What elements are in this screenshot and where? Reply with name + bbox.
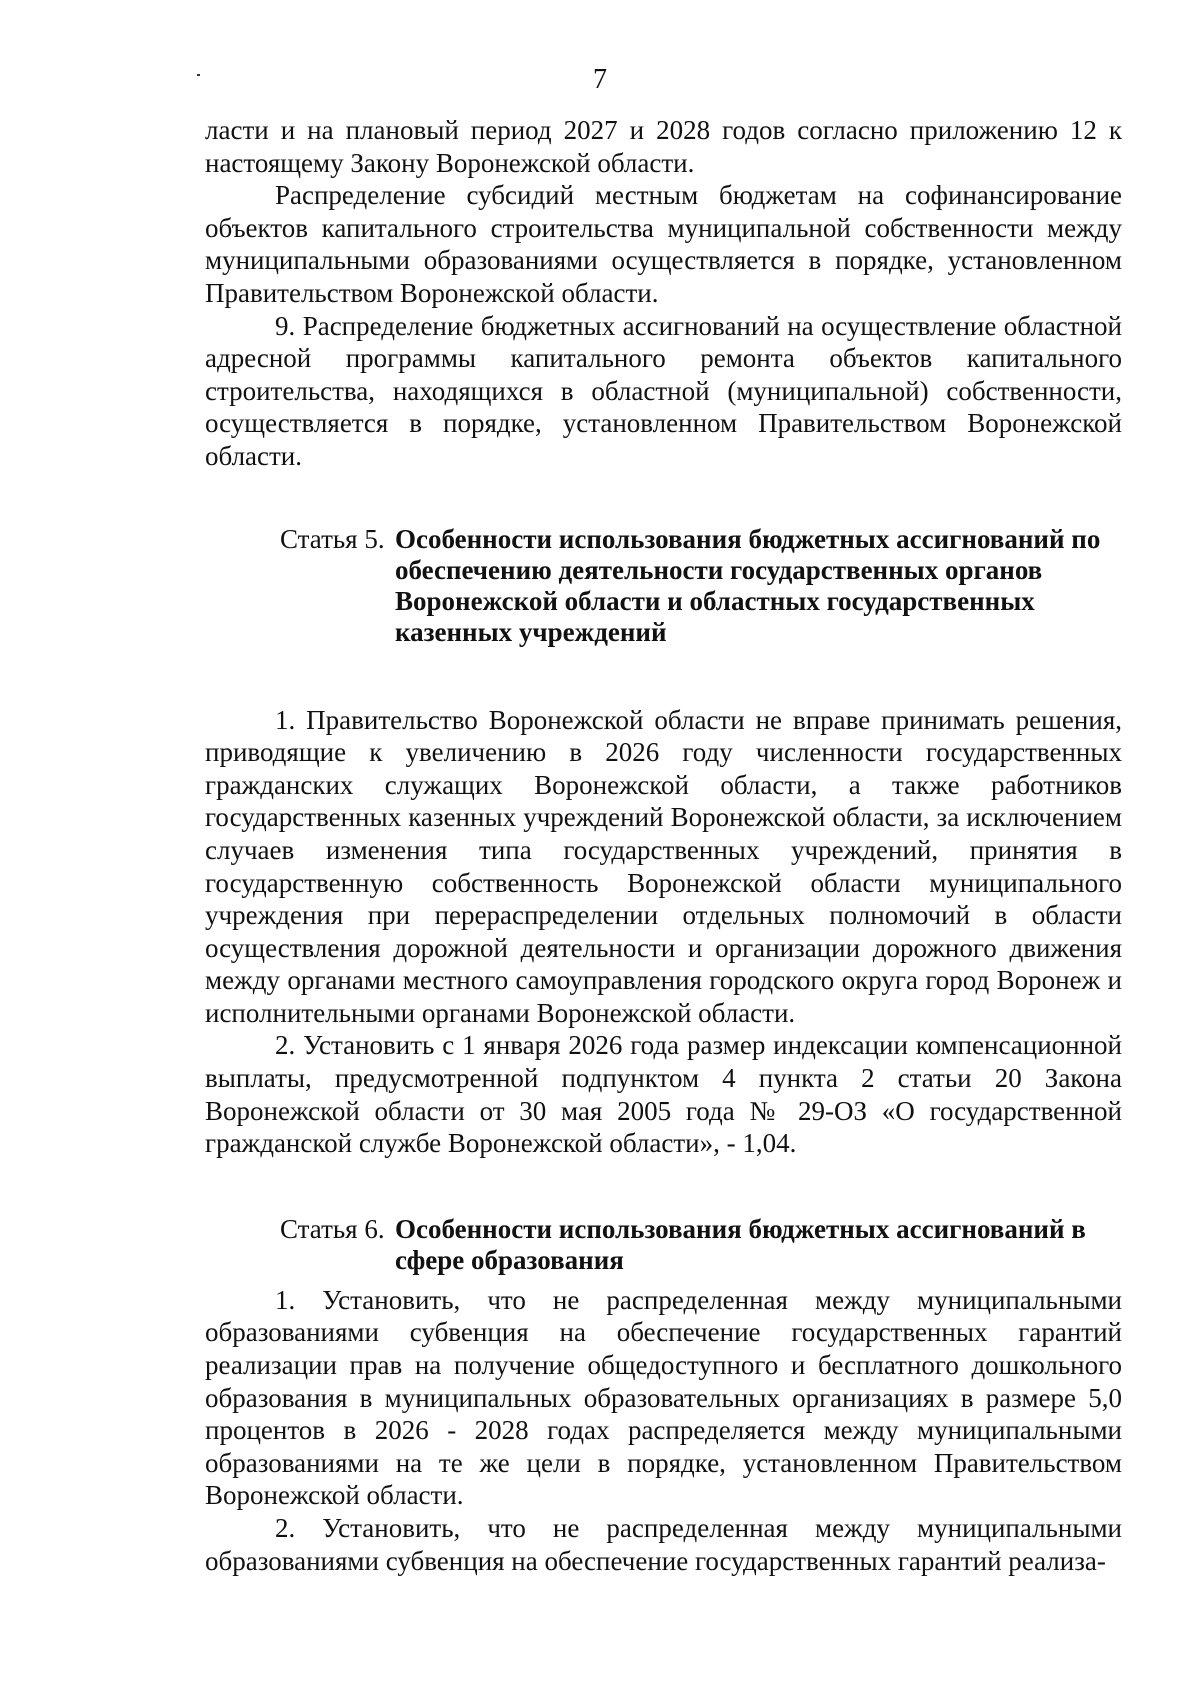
article-6-title: Особенности использования бюджетных ассигнований в сфере образования: [395, 1213, 1086, 1275]
article-5-heading: [205, 524, 1122, 648]
article-5-item-1: 1. Правительство Воронежской области не вправе принимать решения, приводящие к увеличению в 2026 году численности государственных гражданских служащих Воронежской области, а также работников государственных казенных учреждений Воронежской области, за исключением случаев изменения типа государственных учреждений, принятия в государственную собственность Воронежской области муниципального учреждения при перераспределении отдельных полномочий в области осуществления дорожной деятельности и организации дорожного движения между органами местного самоуправления городского округа город Воронеж и исполнительными органами Воронежской области.: [205, 704, 1122, 1028]
paragraph-continuation: ласти и на плановый период 2027 и 2028 годов согласно приложению 12 к настоящему Закону Воронежской области.: [205, 115, 1122, 178]
page-number: 7: [593, 64, 607, 95]
paragraph-subsidy-distribution: Распределение субсидий местным бюджетам на софинансирование объектов капитального строительства муниципальной собственности между муниципальными образованиями осуществляется в порядке, установленном Правительством Воронежской области.: [205, 180, 1122, 308]
article-6-item-1: 1. Установить, что не распределенная между муниципальными образованиями субвенция на обеспечение государственных гарантий реализации прав на получение общедоступного и бесплатного дошкольного образования в муниципальных образовательных организациях в размере 5,0 процентов в 2026 - 2028 годах распределяется между муниципальными образованиями на те же цели в порядке, установленном Правительством Воронежской области.: [205, 1284, 1122, 1511]
paragraph-item-9: 9. Распределение бюджетных ассигнований на осуществление областной адресной программы капитального ремонта объектов капитального строительства, находящихся в областной (муниципальной) собственности, осуществляется в порядке, установленном Правительством Воронежской области.: [205, 310, 1122, 471]
article-6-item-2: 2. Установить, что не распределенная между муниципальными образованиями субвенция на обеспечение государственных гарантий реализа-: [205, 1513, 1122, 1576]
article-5-label: Статья 5.: [280, 523, 385, 554]
document-body: [205, 114, 1122, 1577]
article-5-title: Особенности использования бюджетных ассигнований по обеспечению деятельности государственных органов Воронежской области и областных государственных казенных учреждений: [395, 523, 1101, 647]
article-6-label: Статья 6.: [280, 1213, 385, 1244]
article-5-item-2: 2. Установить с 1 января 2026 года размер индексации компенсационной выплаты, предусмотренной подпунктом 4 пункта 2 статьи 20 Закона Воронежской области от 30 мая 2005 года № 29-ОЗ «О государственной гражданской службе Воронежской области», - 1,04.: [205, 1030, 1122, 1159]
article-6-heading: [205, 1214, 1122, 1276]
